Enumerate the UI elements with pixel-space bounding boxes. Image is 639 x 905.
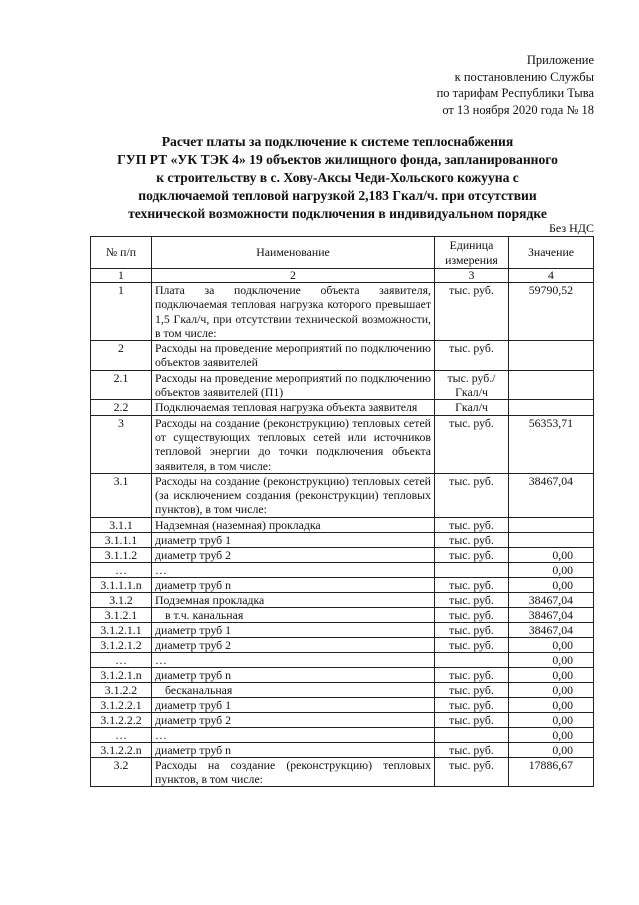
- row-unit: тыс. руб.: [435, 473, 509, 517]
- row-num: …: [91, 652, 152, 667]
- calculation-table: [90, 236, 594, 787]
- col-number: 3: [435, 269, 509, 283]
- row-value: 0,00: [509, 577, 594, 592]
- table-row: [91, 577, 594, 592]
- row-value: 56353,71: [509, 415, 594, 473]
- col-number: 2: [152, 269, 435, 283]
- row-name: Подключаемая тепловая нагрузка объекта заявителя: [152, 400, 435, 415]
- row-unit: тыс. руб.: [435, 757, 509, 787]
- row-name: …: [152, 562, 435, 577]
- row-num: 3.1.1.2: [91, 547, 152, 562]
- row-num: 2.2: [91, 400, 152, 415]
- header-line-2: к постановлению Службы: [454, 69, 594, 84]
- table-row: [91, 370, 594, 400]
- row-name: Расходы на создание (реконструкцию) тепловых сетей (за исключением создания (реконструкции) тепловых пунктов), в том числе:: [152, 473, 435, 517]
- table-row: [91, 473, 594, 517]
- row-num: 1: [91, 283, 152, 341]
- row-num: 3.1.1.1: [91, 532, 152, 547]
- header-line-4: от 13 ноября 2020 года № 18: [442, 102, 594, 117]
- header-value: Значение: [509, 237, 594, 269]
- row-name: диаметр труб n: [152, 742, 435, 757]
- row-unit: тыс. руб.: [435, 517, 509, 532]
- row-value: 38467,04: [509, 592, 594, 607]
- column-number-row: [91, 269, 594, 283]
- row-name: диаметр труб 1: [152, 697, 435, 712]
- row-name: бесканальная: [152, 682, 435, 697]
- row-name: Надземная (наземная) прокладка: [152, 517, 435, 532]
- row-unit: [435, 562, 509, 577]
- row-value: [509, 370, 594, 400]
- row-num: 3.1.2.2: [91, 682, 152, 697]
- row-unit: тыс. руб.: [435, 283, 509, 341]
- row-num: 3: [91, 415, 152, 473]
- row-value: 0,00: [509, 697, 594, 712]
- col-number: 4: [509, 269, 594, 283]
- row-name: Плата за подключение объекта заявителя, подключаемая тепловая нагрузка которого превышает 1,5 Гкал/ч, при отсутствии технической возможности, в том числе:: [152, 283, 435, 341]
- table-row: [91, 757, 594, 787]
- row-num: 3.1.2.2.2: [91, 712, 152, 727]
- table-row: [91, 667, 594, 682]
- table-row: [91, 607, 594, 622]
- document-header: [437, 52, 594, 118]
- header-num: № п/п: [91, 237, 152, 269]
- table-row: [91, 341, 594, 371]
- row-name: диаметр труб 2: [152, 547, 435, 562]
- table-row: [91, 400, 594, 415]
- row-value: 0,00: [509, 652, 594, 667]
- table-row: [91, 697, 594, 712]
- row-value: 17886,67: [509, 757, 594, 787]
- row-num: 3.1.2: [91, 592, 152, 607]
- table-row: [91, 283, 594, 341]
- table-row: [91, 562, 594, 577]
- col-number: 1: [91, 269, 152, 283]
- row-name: диаметр труб 2: [152, 712, 435, 727]
- row-unit: [435, 652, 509, 667]
- row-value: 38467,04: [509, 607, 594, 622]
- document-title: [70, 133, 605, 223]
- row-value: 0,00: [509, 547, 594, 562]
- row-value: 0,00: [509, 562, 594, 577]
- row-unit: тыс. руб.: [435, 547, 509, 562]
- row-value: 0,00: [509, 727, 594, 742]
- header-line-3: по тарифам Республики Тыва: [436, 86, 594, 100]
- row-value: [509, 341, 594, 371]
- table-row: [91, 712, 594, 727]
- row-value: 38467,04: [509, 473, 594, 517]
- row-num: …: [91, 562, 152, 577]
- header-name: Наименование: [152, 237, 435, 269]
- row-unit: тыс. руб.: [435, 592, 509, 607]
- row-value: 0,00: [509, 637, 594, 652]
- row-unit: тыс. руб.: [435, 622, 509, 637]
- row-num: 3.1.2.1: [91, 607, 152, 622]
- row-name: диаметр труб n: [152, 577, 435, 592]
- row-name: Расходы на проведение мероприятий по подключению объектов заявителей: [152, 341, 435, 371]
- row-unit: тыс. руб.: [435, 712, 509, 727]
- header-line-1: Приложение: [526, 53, 594, 67]
- title-line-2: ГУП РТ «УК ТЭК 4» 19 объектов жилищного фонда, запланированного: [117, 152, 558, 167]
- row-value: 59790,52: [509, 283, 594, 341]
- row-num: 2.1: [91, 370, 152, 400]
- row-num: 3.2: [91, 757, 152, 787]
- row-num: 3.1.1: [91, 517, 152, 532]
- row-num: 3.1.2.1.2: [91, 637, 152, 652]
- row-num: 3.1.2.1.1: [91, 622, 152, 637]
- row-num: 3.1.1.1.n: [91, 577, 152, 592]
- row-num: 3.1.2.1.n: [91, 667, 152, 682]
- header-unit: Единица измерения: [435, 237, 509, 269]
- row-unit: тыс. руб.: [435, 697, 509, 712]
- row-unit: тыс. руб.: [435, 742, 509, 757]
- table-header-row: [91, 237, 594, 269]
- title-line-5: технической возможности подключения в индивидуальном порядке: [128, 206, 547, 221]
- title-line-1: Расчет платы за подключение к системе теплоснабжения: [161, 134, 514, 149]
- table-row: [91, 637, 594, 652]
- row-name: Расходы на создание (реконструкцию) тепловых пунктов, в том числе:: [152, 757, 435, 787]
- row-value: 0,00: [509, 712, 594, 727]
- title-line-3: к строительству в с. Хову-Аксы Чеди-Хольского кожууна с: [156, 170, 519, 185]
- row-name: …: [152, 727, 435, 742]
- vat-note: Без НДС: [549, 221, 594, 235]
- table-row: [91, 622, 594, 637]
- table-row: [91, 592, 594, 607]
- row-value: 0,00: [509, 667, 594, 682]
- row-num: …: [91, 727, 152, 742]
- row-unit: тыс. руб.: [435, 682, 509, 697]
- row-name: диаметр труб 1: [152, 622, 435, 637]
- row-value: 0,00: [509, 682, 594, 697]
- row-num: 3.1.2.2.n: [91, 742, 152, 757]
- row-unit: тыс. руб.: [435, 607, 509, 622]
- table-row: [91, 742, 594, 757]
- table-row: [91, 415, 594, 473]
- row-num: 3.1: [91, 473, 152, 517]
- row-unit: тыс. руб.: [435, 667, 509, 682]
- row-value: [509, 517, 594, 532]
- row-value: [509, 400, 594, 415]
- row-value: 38467,04: [509, 622, 594, 637]
- row-unit: Гкал/ч: [435, 400, 509, 415]
- table-row: [91, 727, 594, 742]
- title-line-4: подключаемой тепловой нагрузкой 2,183 Гкал/ч. при отсутствии: [138, 188, 537, 203]
- table-row: [91, 682, 594, 697]
- row-name: диаметр труб 2: [152, 637, 435, 652]
- row-unit: тыс. руб.: [435, 637, 509, 652]
- row-unit: тыс. руб.: [435, 341, 509, 371]
- row-name: в т.ч. канальная: [152, 607, 435, 622]
- row-unit: тыс. руб.: [435, 577, 509, 592]
- table-row: [91, 652, 594, 667]
- row-value: 0,00: [509, 742, 594, 757]
- table-row: [91, 532, 594, 547]
- row-num: 2: [91, 341, 152, 371]
- row-unit: тыс. руб./ Гкал/ч: [435, 370, 509, 400]
- row-name: диаметр труб 1: [152, 532, 435, 547]
- row-name: Расходы на создание (реконструкцию) тепловых сетей от существующих тепловых сетей или источников тепловой энергии до точки подключения объекта заявителя, в том числе:: [152, 415, 435, 473]
- row-name: Расходы на проведение мероприятий по подключению объектов заявителей (П1): [152, 370, 435, 400]
- table-row: [91, 547, 594, 562]
- row-num: 3.1.2.2.1: [91, 697, 152, 712]
- row-value: [509, 532, 594, 547]
- row-unit: тыс. руб.: [435, 532, 509, 547]
- table-row: [91, 517, 594, 532]
- row-name: диаметр труб n: [152, 667, 435, 682]
- row-name: …: [152, 652, 435, 667]
- row-unit: [435, 727, 509, 742]
- row-name: Подземная прокладка: [152, 592, 435, 607]
- row-unit: тыс. руб.: [435, 415, 509, 473]
